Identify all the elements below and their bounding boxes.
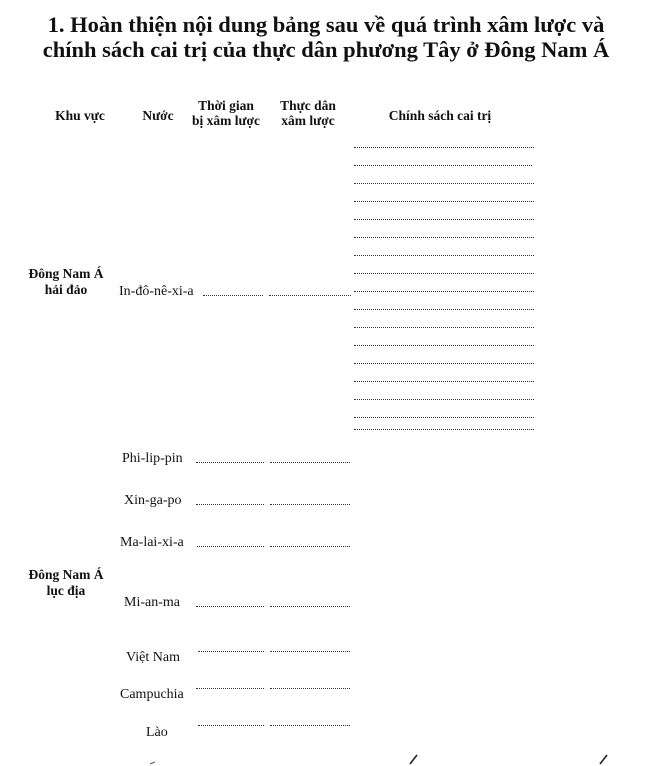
header-colonizer-line-2: xâm lược: [281, 113, 335, 128]
indonesia-colonizer-blank[interactable]: [269, 294, 351, 296]
myanmar-time-blank[interactable]: [196, 605, 264, 607]
header-country: Nước: [142, 108, 174, 123]
singapore-colonizer-blank[interactable]: [270, 503, 350, 505]
country-laos: Lào: [146, 725, 168, 740]
policy-line[interactable]: [354, 200, 534, 202]
cambodia-colonizer-blank[interactable]: [270, 687, 350, 689]
policy-line[interactable]: [354, 236, 534, 238]
country-singapore: Xin-ga-po: [124, 493, 182, 508]
region-mainland: [18, 567, 114, 599]
header-time-line-2: bị xâm lược: [191, 113, 261, 128]
title-line-1: 1. Hoàn thiện nội dung bảng sau về quá trình xâm lược và: [47, 12, 605, 37]
malaysia-colonizer-blank[interactable]: [270, 545, 350, 547]
policy-line[interactable]: [354, 182, 534, 184]
worksheet-title: [0, 12, 652, 62]
country-malaysia: Ma-lai-xi-a: [120, 535, 184, 550]
vietnam-time-blank[interactable]: [198, 650, 264, 652]
policy-line[interactable]: [354, 380, 534, 382]
country-philippines: Phi-lip-pin: [122, 451, 183, 466]
country-vietnam: Việt Nam: [126, 650, 180, 665]
policy-line[interactable]: [354, 344, 534, 346]
policy-line[interactable]: [354, 218, 534, 220]
header-colonizer: [268, 98, 348, 128]
policy-line[interactable]: [354, 308, 534, 310]
myanmar-colonizer-blank[interactable]: [270, 605, 350, 607]
policy-line[interactable]: [354, 362, 534, 364]
policy-line[interactable]: [354, 164, 532, 166]
country-myanmar: Mi-an-ma: [124, 595, 180, 610]
region-island-line-1: Đông Nam Á: [28, 266, 104, 281]
policy-line[interactable]: [354, 254, 534, 256]
policy-line[interactable]: [354, 416, 534, 418]
region-mainland-line-2: lục địa: [46, 583, 86, 598]
policy-line[interactable]: [354, 290, 534, 292]
cambodia-time-blank[interactable]: [196, 687, 264, 689]
country-cambodia: Campuchia: [120, 687, 184, 702]
policy-line[interactable]: [354, 272, 534, 274]
header-invasion-time: [186, 98, 266, 128]
region-island: [18, 266, 114, 298]
singapore-time-blank[interactable]: [196, 503, 264, 505]
cropped-glyph-fragment: [150, 762, 155, 764]
cropped-glyph-fragment: [600, 755, 607, 764]
region-mainland-line-1: Đông Nam Á: [28, 567, 104, 582]
vietnam-colonizer-blank[interactable]: [270, 650, 350, 652]
header-policy: Chính sách cai trị: [388, 108, 492, 123]
laos-colonizer-blank[interactable]: [270, 724, 350, 726]
policy-line[interactable]: [354, 146, 534, 148]
cropped-glyph-fragment: [410, 755, 417, 764]
title-line-2: chính sách cai trị của thực dân phương Tây ở Đông Nam Á: [42, 37, 610, 62]
policy-line[interactable]: [354, 428, 534, 430]
region-island-line-2: hải đảo: [44, 282, 88, 297]
header-colonizer-line-1: Thực dân: [280, 98, 336, 113]
philippines-time-blank[interactable]: [196, 461, 264, 463]
policy-line[interactable]: [354, 326, 534, 328]
country-indonesia: In-đô-nê-xi-a: [119, 284, 194, 299]
malaysia-time-blank[interactable]: [197, 545, 264, 547]
laos-time-blank[interactable]: [198, 724, 264, 726]
header-time-line-1: Thời gian: [198, 98, 254, 113]
indonesia-time-blank[interactable]: [203, 294, 263, 296]
policy-line[interactable]: [354, 398, 534, 400]
philippines-colonizer-blank[interactable]: [270, 461, 350, 463]
cropped-next-line: [0, 752, 652, 766]
header-region: Khu vực: [55, 108, 105, 123]
